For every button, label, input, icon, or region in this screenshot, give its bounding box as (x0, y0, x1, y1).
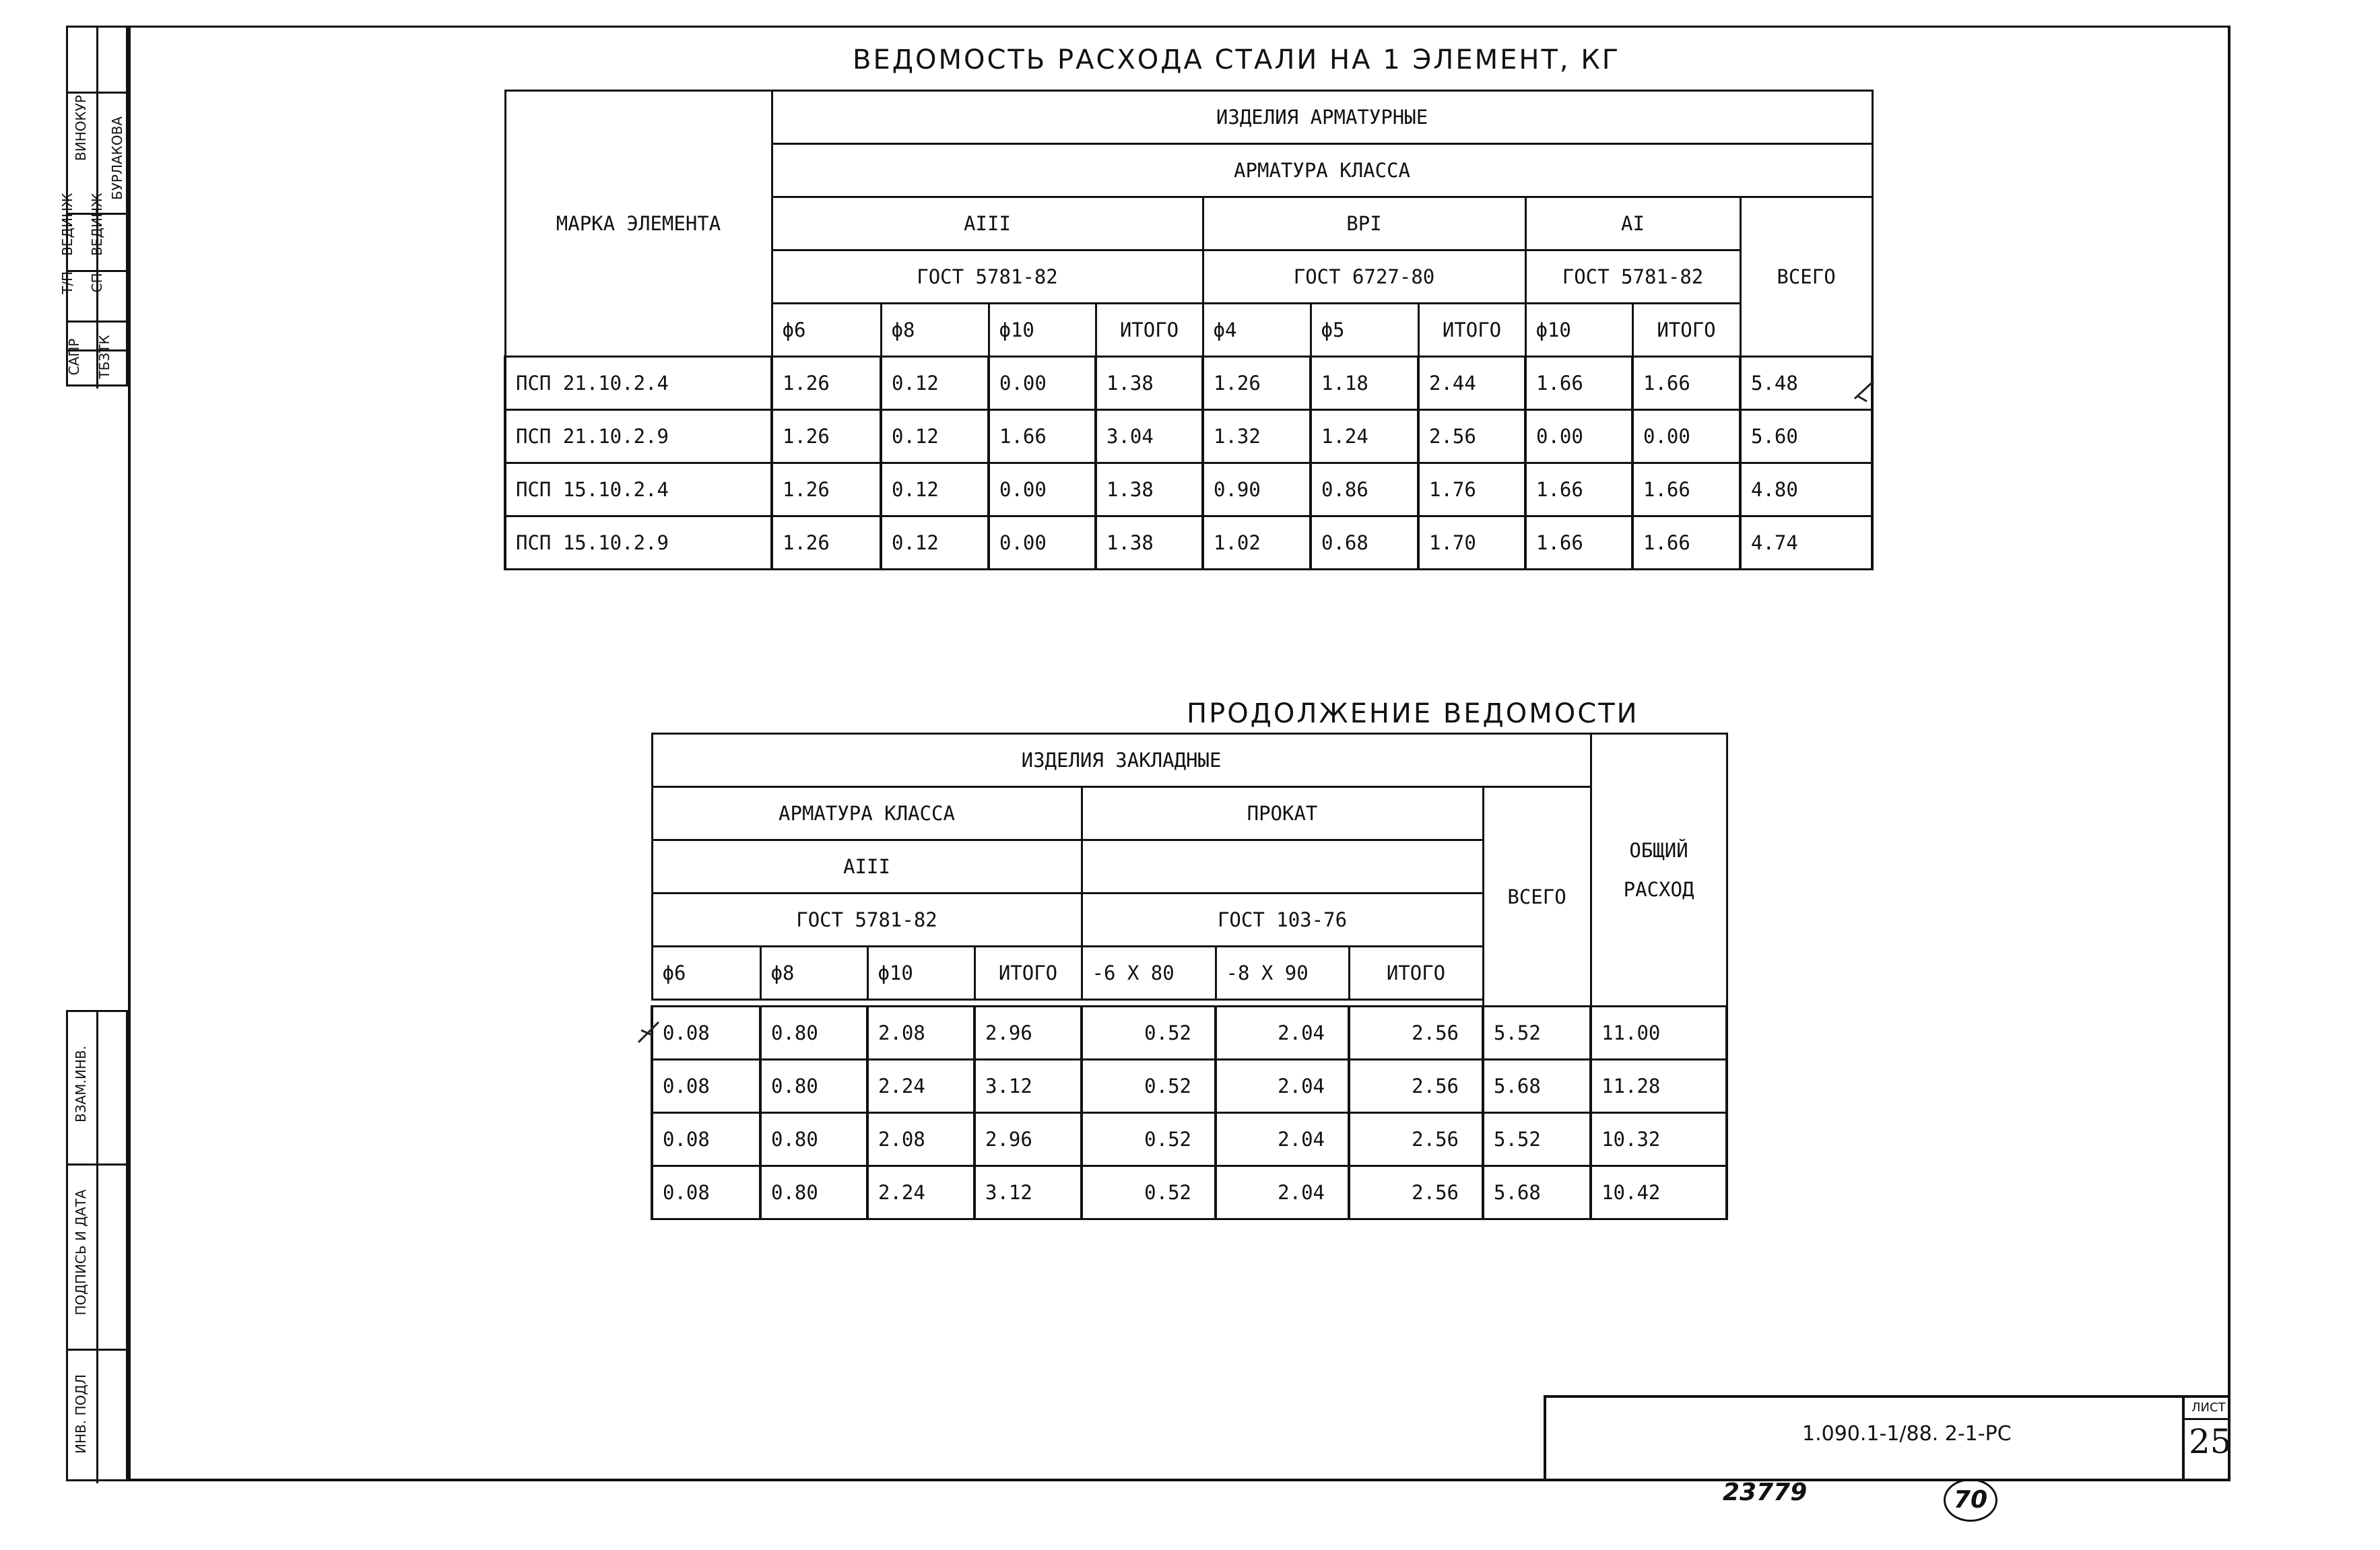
cell: 1.38 (1096, 516, 1203, 570)
sub-header: ИТОГО (974, 947, 1082, 1000)
cell: 0.80 (760, 1060, 867, 1113)
gost-aiii: ГОСТ 5781-82 (772, 250, 1203, 304)
header-common-line1: ОБЩИЙ (1629, 839, 1688, 862)
side-stamp-org: ТБЗТК (96, 335, 112, 379)
cell: 1.26 (772, 516, 881, 570)
sheet-label: ЛИСТ (2191, 1401, 2226, 1415)
sub-header: ИТОГО (1349, 947, 1483, 1000)
steel-table-2 (651, 733, 1728, 1220)
cell: 2.56 (1349, 1113, 1483, 1166)
cell: 0.12 (881, 516, 989, 570)
cell: 0.90 (1203, 463, 1311, 516)
group-aiii: АIII (772, 197, 1203, 250)
table2-title: ПРОДОЛЖЕНИЕ ВЕДОМОСТИ (1187, 698, 1639, 729)
sub-header: ϕ6 (772, 304, 881, 357)
row-mark: ПСП 15.10.2.4 (505, 463, 772, 516)
side-stamp-replace-inv: ВЗАМ.ИНВ. (73, 1046, 89, 1122)
sub-header: ИТОГО (1096, 304, 1203, 357)
cell: 2.08 (867, 1007, 974, 1060)
header-total: ВСЕГО (1740, 197, 1872, 357)
sheet-number: 25 (2189, 1422, 2232, 1461)
group-ai: АI (1525, 197, 1740, 250)
circled-number (1944, 1479, 1997, 1522)
side-stamp-sign-date: ПОДПИСЬ И ДАТА (73, 1189, 89, 1316)
cell: 5.48 (1740, 357, 1872, 410)
sub-header: ϕ10 (867, 947, 974, 1000)
side-stamp-role-1: ВЕДИНЖ (59, 193, 75, 256)
tick-mark-2 (636, 1018, 663, 1048)
cell: 0.12 (881, 357, 989, 410)
cell: 1.32 (1203, 410, 1311, 463)
row-mark: ПСП 21.10.2.9 (505, 410, 772, 463)
cell: 0.00 (1632, 410, 1740, 463)
header-aiii: АIII (652, 840, 1082, 894)
cell: 2.44 (1418, 357, 1525, 410)
sub-header: ИТОГО (1632, 304, 1740, 357)
cell: 0.80 (760, 1166, 867, 1219)
gost-aiii: ГОСТ 5781-82 (652, 894, 1082, 947)
cell: 11.28 (1591, 1060, 1727, 1113)
cell: 0.52 (1082, 1113, 1216, 1166)
cell: 2.04 (1216, 1166, 1349, 1219)
cell: 1.38 (1096, 357, 1203, 410)
cell: 2.56 (1349, 1166, 1483, 1219)
cell: 0.08 (652, 1113, 760, 1166)
cell: 0.08 (652, 1166, 760, 1219)
cell: 4.80 (1740, 463, 1872, 516)
sub-header: ϕ10 (989, 304, 1096, 357)
cell: 2.96 (974, 1113, 1082, 1166)
cell: 5.68 (1483, 1166, 1591, 1219)
cell: 0.00 (989, 357, 1096, 410)
cell: 3.04 (1096, 410, 1203, 463)
cell: 0.08 (652, 1007, 760, 1060)
cell: 2.04 (1216, 1007, 1349, 1060)
cell: 1.24 (1311, 410, 1418, 463)
cell: 1.66 (1632, 357, 1740, 410)
cell: 0.80 (760, 1007, 867, 1060)
cell: 3.12 (974, 1060, 1082, 1113)
cell: 5.52 (1483, 1007, 1591, 1060)
sub-header: ϕ4 (1203, 304, 1311, 357)
cell: 1.38 (1096, 463, 1203, 516)
cell: 1.66 (1632, 516, 1740, 570)
side-stamp-sp: СП (89, 273, 105, 293)
header-total: ВСЕГО (1483, 787, 1591, 1007)
cell: 2.56 (1349, 1007, 1483, 1060)
table-row (505, 463, 1872, 516)
row-mark: ПСП 21.10.2.4 (505, 357, 772, 410)
cell: 0.68 (1311, 516, 1418, 570)
cell: 0.80 (760, 1113, 867, 1166)
sub-header: -6 X 80 (1082, 947, 1216, 1000)
steel-table-1 (504, 90, 1874, 570)
cell: 5.52 (1483, 1113, 1591, 1166)
cell: 1.26 (1203, 357, 1311, 410)
header-rolled-blank (1082, 840, 1483, 894)
table-row (652, 1060, 1727, 1113)
cell: 2.56 (1349, 1060, 1483, 1113)
circled-number-text: 70 (1953, 1486, 1988, 1514)
cell: 2.96 (974, 1007, 1082, 1060)
document-code: 1.090.1-1/88. 2-1-РС (1802, 1422, 2012, 1446)
cell: 1.66 (989, 410, 1096, 463)
header-common (1591, 734, 1727, 1007)
header-class: АРМАТУРА КЛАССА (772, 144, 1872, 197)
cell: 0.12 (881, 410, 989, 463)
table-row (652, 1113, 1727, 1166)
cell: 0.12 (881, 463, 989, 516)
cell: 1.66 (1525, 463, 1632, 516)
side-stamp-sapr: САПР (66, 338, 82, 376)
header-rolled: ПРОКАТ (1082, 787, 1483, 840)
side-stamp-role-2: ВЕДИНЖ (89, 193, 105, 256)
cell: 0.00 (989, 516, 1096, 570)
archive-number: 23779 (1723, 1479, 1808, 1506)
cell: 0.00 (989, 463, 1096, 516)
side-stamp-name-1: ВИНОКУР (73, 95, 89, 161)
cell: 0.86 (1311, 463, 1418, 516)
table-row (652, 1007, 1727, 1060)
cell: 2.04 (1216, 1060, 1349, 1113)
header-embedded: ИЗДЕЛИЯ ЗАКЛАДНЫЕ (652, 734, 1591, 787)
cell: 1.18 (1311, 357, 1418, 410)
table-row (505, 357, 1872, 410)
cell: 0.08 (652, 1060, 760, 1113)
gost-vri: ГОСТ 6727-80 (1203, 250, 1525, 304)
cell: 1.26 (772, 410, 881, 463)
sub-header: -8 X 90 (1216, 947, 1349, 1000)
table-row (652, 1166, 1727, 1219)
cell: 5.68 (1483, 1060, 1591, 1113)
cell: 2.56 (1418, 410, 1525, 463)
cell: 1.76 (1418, 463, 1525, 516)
cell: 1.66 (1525, 516, 1632, 570)
cell: 2.24 (867, 1060, 974, 1113)
cell: 0.00 (1525, 410, 1632, 463)
sub-header: ϕ8 (760, 947, 867, 1000)
sub-header: ϕ6 (652, 947, 760, 1000)
gost-rolled: ГОСТ 103-76 (1082, 894, 1483, 947)
header-products: ИЗДЕЛИЯ АРМАТУРНЫЕ (772, 91, 1872, 144)
cell: 10.42 (1591, 1166, 1727, 1219)
cell: 1.70 (1418, 516, 1525, 570)
row-mark: ПСП 15.10.2.9 (505, 516, 772, 570)
side-stamp-tp: Т/П (59, 271, 75, 294)
cell: 1.66 (1632, 463, 1740, 516)
cell: 2.08 (867, 1113, 974, 1166)
cell: 3.12 (974, 1166, 1082, 1219)
cell: 5.60 (1740, 410, 1872, 463)
cell: 2.24 (867, 1166, 974, 1219)
group-vri: ВРI (1203, 197, 1525, 250)
header-mark: МАРКА ЭЛЕМЕНТА (505, 91, 772, 357)
sheet-box-divider (2182, 1418, 2230, 1420)
cell: 1.26 (772, 463, 881, 516)
table-row (505, 516, 1872, 570)
cell: 4.74 (1740, 516, 1872, 570)
side-stamp-name-2: БУРЛАКОВА (109, 116, 125, 201)
sub-header: ϕ5 (1311, 304, 1418, 357)
cell: 11.00 (1591, 1007, 1727, 1060)
cell: 0.52 (1082, 1060, 1216, 1113)
cell: 0.52 (1082, 1166, 1216, 1219)
gost-ai: ГОСТ 5781-82 (1525, 250, 1740, 304)
sub-header: ИТОГО (1418, 304, 1525, 357)
cell: 10.32 (1591, 1113, 1727, 1166)
cell: 1.66 (1525, 357, 1632, 410)
cell: 2.04 (1216, 1113, 1349, 1166)
table1-title: ВЕДОМОСТЬ РАСХОДА СТАЛИ НА 1 ЭЛЕМЕНТ, КГ (853, 44, 1621, 75)
header-common-line2: РАСХОД (1623, 878, 1694, 901)
cell: 0.52 (1082, 1007, 1216, 1060)
cell: 1.26 (772, 357, 881, 410)
cell: 1.02 (1203, 516, 1311, 570)
sub-header: ϕ10 (1525, 304, 1632, 357)
tick-mark-1 (1853, 378, 1878, 405)
sub-header: ϕ8 (881, 304, 989, 357)
table-row (505, 410, 1872, 463)
side-stamp-inv-orig: ИНВ. ПОДЛ (73, 1374, 89, 1454)
header-class: АРМАТУРА КЛАССА (652, 787, 1082, 840)
